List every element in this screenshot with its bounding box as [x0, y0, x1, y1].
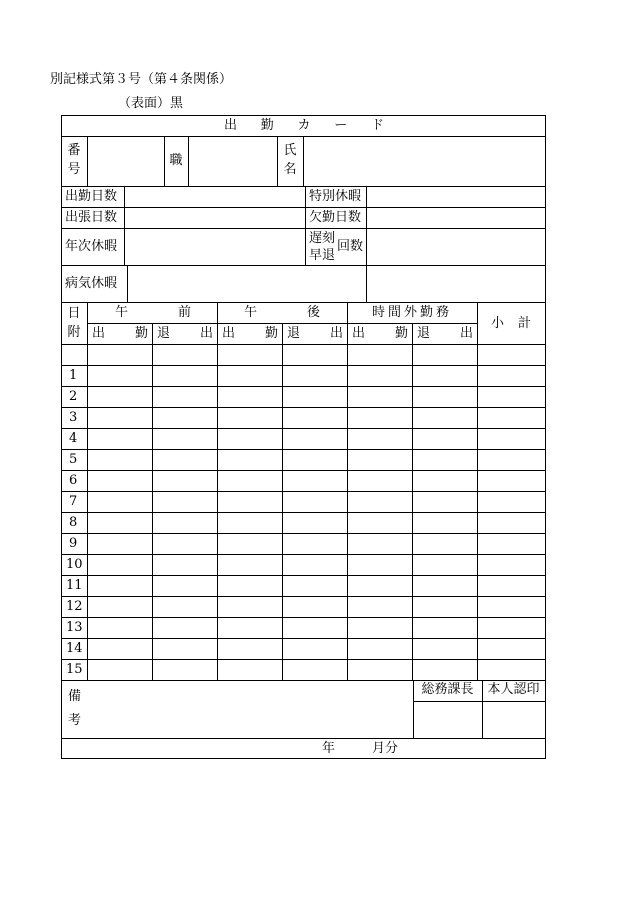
- border-right: [545, 115, 546, 759]
- side-note: （表面）黒: [118, 96, 184, 111]
- attendance-days-label: 出勤日数: [65, 189, 118, 204]
- day-number: 13: [66, 620, 83, 635]
- am-arrive-header: [92, 326, 148, 342]
- border-left: [61, 115, 62, 759]
- col-overtime-leave: [412, 323, 413, 680]
- rule-row-10: [61, 575, 546, 576]
- card-title-char: 勤: [260, 118, 274, 133]
- rule-row-3: [61, 428, 546, 429]
- leave-char: 退: [157, 326, 171, 341]
- morning-header: [115, 305, 191, 321]
- afternoon-char: 後: [306, 305, 320, 320]
- remarks-label-top: 備: [68, 689, 82, 704]
- morning-char: 午: [115, 305, 129, 320]
- rule-row-12: [61, 617, 546, 618]
- general-manager-label: 総務課長: [421, 682, 474, 697]
- rule-row-2: [61, 407, 546, 408]
- rule-stats-1: [61, 207, 546, 208]
- rule-stats-3: [61, 265, 546, 266]
- day-label-bottom: 附: [67, 325, 81, 340]
- pm-leave-header: [287, 326, 343, 342]
- card-title: [224, 118, 384, 134]
- rule-row-15: [61, 680, 546, 681]
- day-number: 2: [69, 389, 78, 404]
- arrive-char: 出: [222, 326, 236, 341]
- staff-number-label-bottom: 号: [67, 162, 81, 177]
- rule-header-bottom: [61, 344, 546, 345]
- month-label: 月分: [372, 741, 399, 756]
- col-stats-right-start: [305, 186, 306, 265]
- arrive-char: 勤: [394, 326, 408, 341]
- rule-name: [61, 186, 546, 187]
- attendance-card-form: [61, 115, 546, 759]
- rule-row-6: [61, 491, 546, 492]
- arrive-char: 出: [352, 326, 366, 341]
- day-number: 15: [66, 662, 83, 677]
- day-number: 8: [69, 515, 78, 530]
- subtotal-header: [491, 316, 531, 332]
- late-label: 遅刻: [309, 231, 336, 246]
- day-number: 12: [66, 599, 83, 614]
- day-label-top: 日: [67, 306, 81, 321]
- col-day: [87, 302, 88, 680]
- subtotal-char: 計: [517, 316, 531, 331]
- rule-row-9: [61, 554, 546, 555]
- annual-leave-label: 年次休暇: [65, 239, 118, 254]
- border-top: [61, 115, 546, 116]
- leave-char: 出: [329, 326, 343, 341]
- col-pm: [217, 302, 218, 680]
- rule-row-8: [61, 533, 546, 534]
- early-leave-label: 早退: [309, 248, 336, 263]
- col-subtotal: [477, 302, 478, 680]
- day-number: 10: [66, 557, 83, 572]
- pm-arrive-header: [222, 326, 278, 342]
- border-bottom: [61, 758, 546, 759]
- card-title-char: カ: [297, 118, 311, 133]
- arrive-char: 出: [92, 326, 106, 341]
- col-stats-right-label: [366, 186, 367, 302]
- form-number: 別記様式第３号（第４条関係）: [50, 72, 233, 87]
- rule-stats-2: [61, 228, 546, 229]
- rule-row-13: [61, 638, 546, 639]
- card-title-char: ド: [370, 118, 384, 133]
- day-number: 3: [69, 410, 78, 425]
- col-stats-left-label: [124, 186, 125, 265]
- rule-row-7: [61, 512, 546, 513]
- rule-remarks-bottom: [61, 738, 546, 739]
- count-label: 回数: [337, 239, 364, 254]
- staff-number-label-top: 番: [67, 143, 81, 158]
- remarks-label-bottom: 考: [68, 713, 82, 728]
- day-number: 9: [69, 536, 78, 551]
- col-am-leave: [152, 323, 153, 680]
- rule-row-11: [61, 596, 546, 597]
- rule-row-1: [61, 386, 546, 387]
- overtime-header: 時間外勤務: [371, 305, 452, 320]
- absent-days-label: 欠勤日数: [309, 210, 362, 225]
- rule-stamp-header: [413, 701, 546, 702]
- col-sick-label: [127, 265, 128, 302]
- day-number: 1: [69, 368, 78, 383]
- year-label: 年: [322, 741, 336, 756]
- leave-char: 出: [459, 326, 473, 341]
- col-pm-leave: [282, 323, 283, 680]
- leave-char: 出: [199, 326, 213, 341]
- position-label: 職: [169, 153, 183, 168]
- card-title-char: 出: [224, 118, 238, 133]
- ot-leave-header: [417, 326, 473, 342]
- leave-char: 退: [287, 326, 301, 341]
- arrive-char: 勤: [134, 326, 148, 341]
- name-label-bottom: 名: [283, 162, 297, 177]
- card-title-char: ー: [334, 118, 348, 133]
- arrive-char: 勤: [264, 326, 278, 341]
- col-name-label: [303, 136, 304, 186]
- special-leave-label: 特別休暇: [309, 189, 362, 204]
- rule-row-5: [61, 470, 546, 471]
- day-number: 6: [69, 473, 78, 488]
- business-trip-days-label: 出張日数: [65, 210, 118, 225]
- ot-arrive-header: [352, 326, 408, 342]
- col-number-label: [87, 136, 88, 186]
- am-leave-header: [157, 326, 213, 342]
- rule-stats-4: [61, 302, 546, 303]
- leave-char: 退: [417, 326, 431, 341]
- day-number: 11: [66, 578, 83, 593]
- day-number: 14: [66, 641, 83, 656]
- day-number: 7: [69, 494, 78, 509]
- day-number: 4: [69, 431, 78, 446]
- rule-blank-row: [61, 365, 546, 366]
- afternoon-header: [244, 305, 320, 321]
- self-approval-label: 本人認印: [487, 682, 540, 697]
- name-label-top: 氏: [283, 143, 297, 158]
- day-number: 5: [69, 452, 78, 467]
- morning-char: 前: [177, 305, 191, 320]
- sick-leave-label: 病気休暇: [65, 276, 118, 291]
- afternoon-char: 午: [244, 305, 258, 320]
- col-position-label: [188, 136, 189, 186]
- rule-row-4: [61, 449, 546, 450]
- col-overtime: [347, 302, 348, 680]
- subtotal-char: 小: [491, 316, 505, 331]
- rule-row-14: [61, 659, 546, 660]
